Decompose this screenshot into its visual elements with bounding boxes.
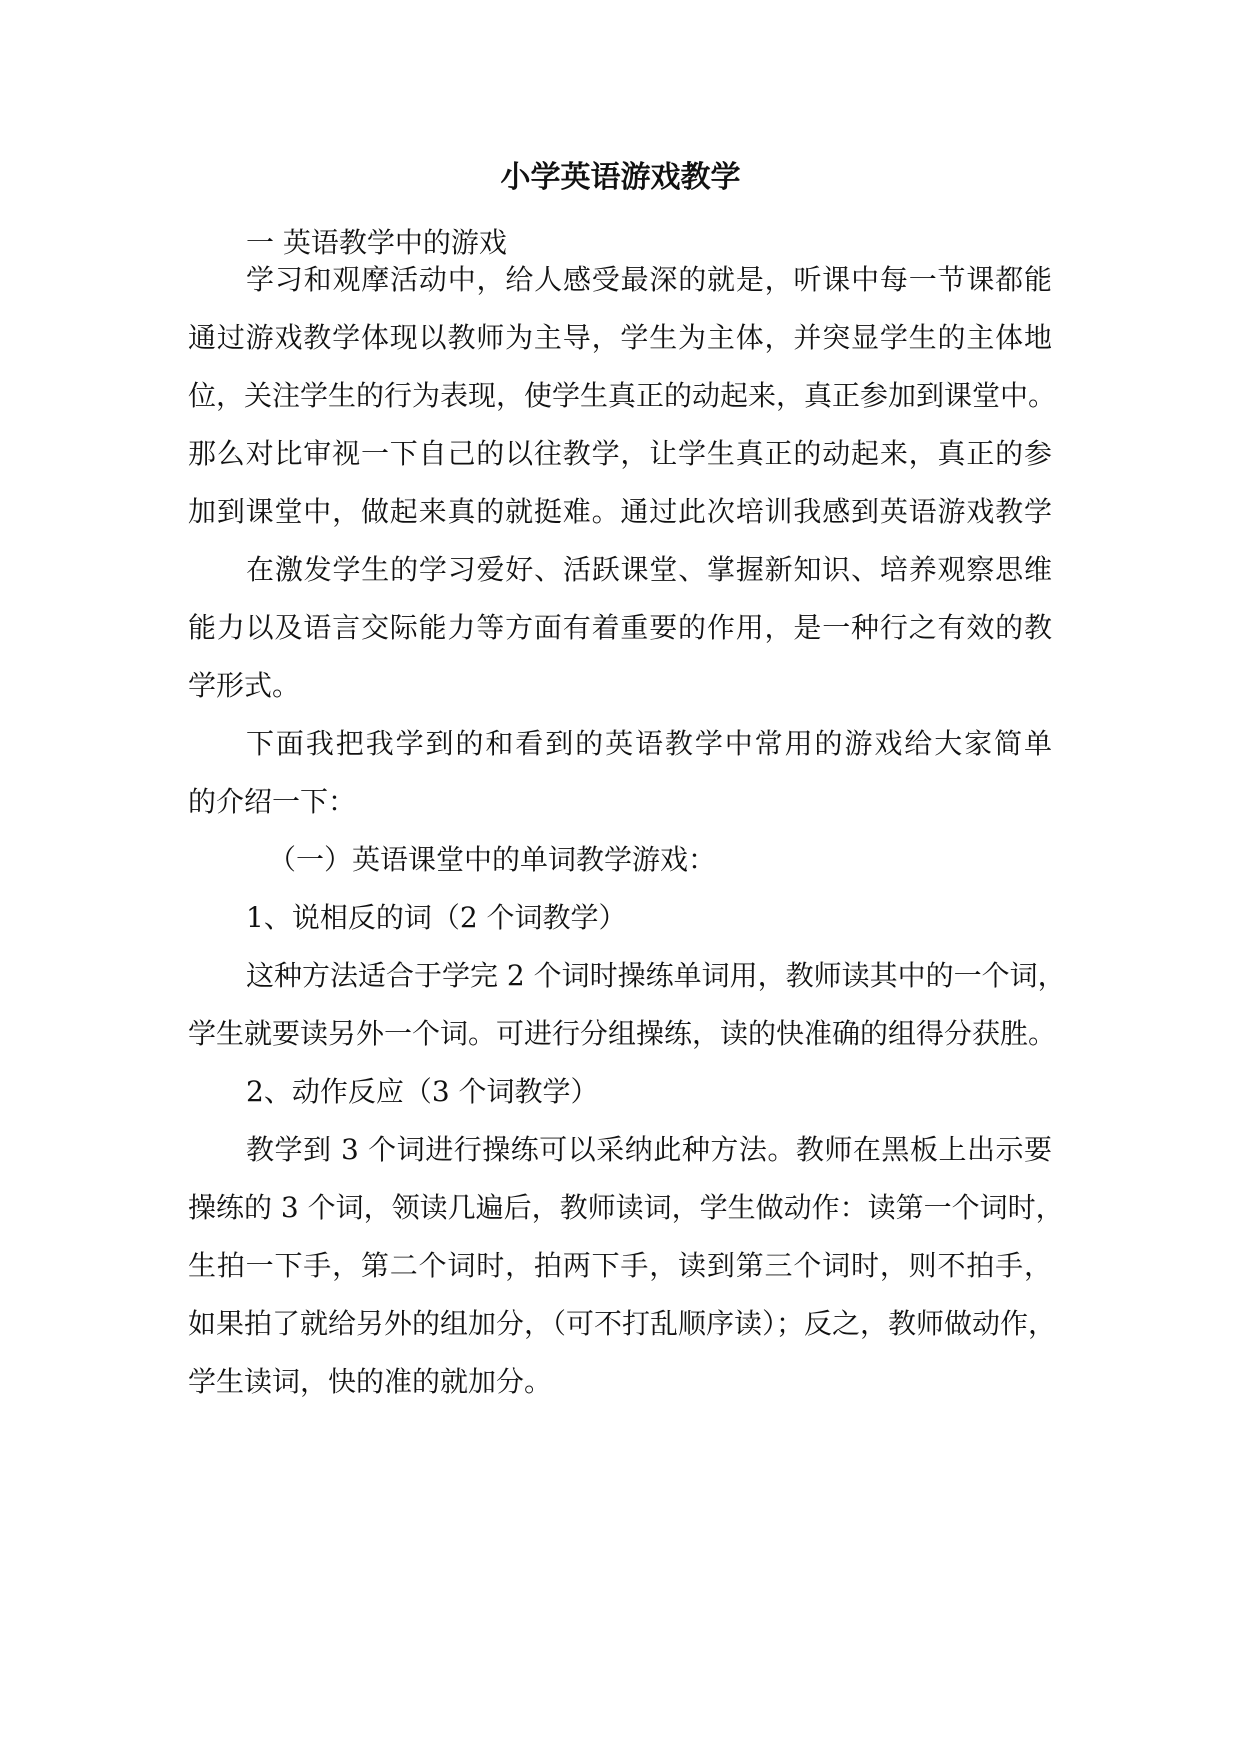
paragraph-line: 学生就要读另外一个词。可进行分组操练，读的快准确的组得分获胜。 <box>188 1017 1057 1050</box>
paragraph-line: 在激发学生的学习爱好、活跃课堂、掌握新知识、培养观察思维 <box>246 553 1052 586</box>
paragraph-line: 位，关注学生的行为表现，使学生真正的动起来，真正参加到课堂中。 <box>188 379 1057 412</box>
paragraph-line: 通过游戏教学体现以教师为主导，学生为主体，并突显学生的主体地 <box>188 321 1052 354</box>
section-heading: 一 英语教学中的游戏 <box>246 226 507 259</box>
paragraph-line: 生拍一下手，第二个词时，拍两下手，读到第三个词时，则不拍手， <box>188 1249 1052 1282</box>
paragraph-line: 那么对比审视一下自己的以往教学，让学生真正的动起来，真正的参 <box>188 437 1052 470</box>
paragraph-line: 操练的 3 个词，领读几遍后，教师读词，学生做动作：读第一个词时， <box>188 1191 1064 1224</box>
paragraph-line: 学形式。 <box>188 669 301 702</box>
paragraph-line: 加到课堂中，做起来真的就挺难。通过此次培训我感到英语游戏教学 <box>188 495 1052 528</box>
paragraph-line: 教学到 3 个词进行操练可以采纳此种方法。教师在黑板上出示要 <box>246 1133 1052 1166</box>
paragraph-line: 的介绍一下： <box>188 785 357 818</box>
paragraph-line: 这种方法适合于学完 2 个词时操练单词用，教师读其中的一个词， <box>246 959 1066 992</box>
paragraph-line: 学生读词，快的准的就加分。 <box>188 1365 553 1398</box>
paragraph-line: 能力以及语言交际能力等方面有着重要的作用，是一种行之有效的教 <box>188 611 1052 644</box>
paragraph-line: 如果拍了就给另外的组加分，（可不打乱顺序读）；反之，教师做动作， <box>188 1307 1057 1340</box>
item-heading: 1、说相反的词（2 个词教学） <box>246 901 627 934</box>
subsection-heading: （一）英语课堂中的单词教学游戏： <box>268 843 717 876</box>
page-title: 小学英语游戏教学 <box>500 160 741 195</box>
paragraph-line: 下面我把我学到的和看到的英语教学中常用的游戏给大家简单 <box>246 727 1052 760</box>
paragraph-line: 学习和观摩活动中，给人感受最深的就是，听课中每一节课都能 <box>246 263 1052 296</box>
item-heading: 2、动作反应（3 个词教学） <box>246 1075 599 1108</box>
